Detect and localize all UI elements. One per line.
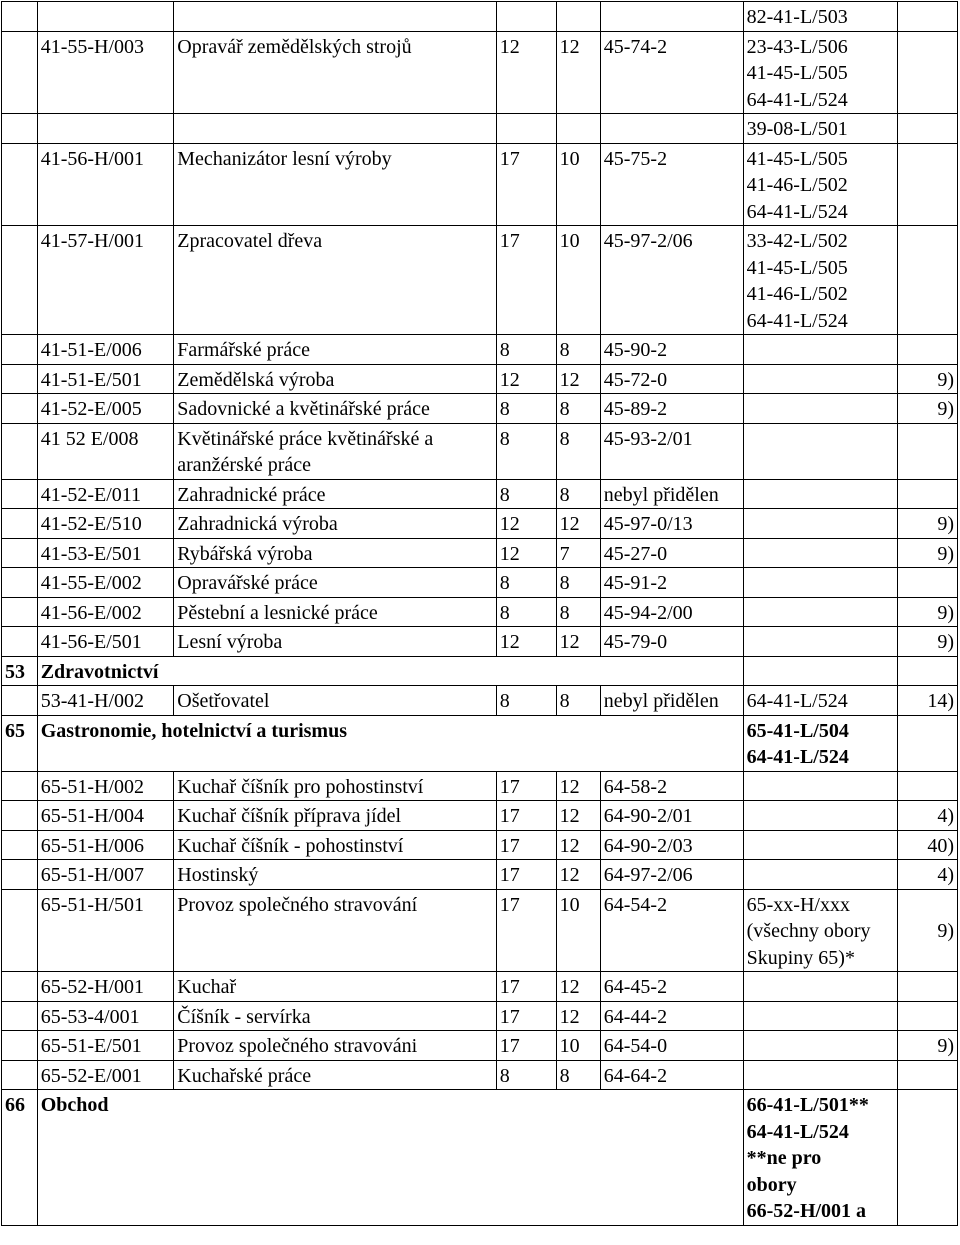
table-row: [2, 538, 958, 568]
related-fields-cell: [743, 686, 897, 716]
field-name: Rybářská výroba: [174, 538, 497, 568]
field-code: 65-51-H/006: [37, 830, 174, 860]
related-fields-cell: [743, 715, 897, 771]
related-fields-cell: [743, 538, 897, 568]
note-cell: [898, 2, 958, 32]
value-b: 8: [556, 568, 600, 598]
value-a: 8: [496, 1060, 556, 1090]
table-row: [2, 2, 958, 32]
field-name: Provoz společného stravování: [174, 889, 497, 972]
value-b: 12: [556, 860, 600, 890]
kkov-code: 64-64-2: [600, 1060, 743, 1090]
value-b: 8: [556, 394, 600, 424]
value-a: 17: [496, 889, 556, 972]
field-code: 41-52-E/510: [37, 509, 174, 539]
table-row: [2, 394, 958, 424]
related-fields-cell: [743, 423, 897, 479]
kkov-code: 64-54-0: [600, 1031, 743, 1061]
field-code: 65-52-E/001: [37, 1060, 174, 1090]
field-code: 41-56-H/001: [37, 143, 174, 226]
related-field-code: 41-45-L/505: [746, 62, 848, 84]
note-cell: 9): [898, 538, 958, 568]
related-fields-cell: [743, 509, 897, 539]
group-number: [2, 509, 38, 539]
related-field-code: 41-45-L/505: [746, 147, 848, 170]
note-cell: 4): [898, 860, 958, 890]
note-cell: 14): [898, 686, 958, 716]
field-code: 65-51-H/007: [37, 860, 174, 890]
kkov-code: 45-74-2: [600, 31, 743, 114]
table-row: [2, 226, 958, 335]
related-field-code: **ne pro: [746, 1147, 822, 1169]
value-b: 12: [556, 31, 600, 114]
group-number: [2, 226, 38, 335]
group-number: [2, 335, 38, 365]
table-row: [2, 686, 958, 716]
field-code: 65-51-E/501: [37, 1031, 174, 1061]
note-cell: 9): [898, 509, 958, 539]
value-a: 8: [496, 686, 556, 716]
field-code: 41-52-E/011: [37, 479, 174, 509]
table-row: [2, 771, 958, 801]
group-title: Gastronomie, hotelnictví a turismus: [37, 715, 743, 771]
group-number: [2, 143, 38, 226]
related-fields-cell: [743, 801, 897, 831]
kkov-code: 64-58-2: [600, 771, 743, 801]
field-name: Kuchař číšník pro pohostinství: [174, 771, 497, 801]
field-name: Ošetřovatel: [174, 686, 497, 716]
group-row: [2, 656, 958, 686]
value-b: 8: [556, 479, 600, 509]
related-fields-cell: [743, 364, 897, 394]
kkov-code: [600, 114, 743, 144]
kkov-code: 45-89-2: [600, 394, 743, 424]
note-cell: [898, 771, 958, 801]
related-field-code: 23-43-L/506: [746, 35, 848, 58]
kkov-code: 45-94-2/00: [600, 597, 743, 627]
field-name: Pěstební a lesnické práce: [174, 597, 497, 627]
kkov-code: 64-54-2: [600, 889, 743, 972]
group-number: [2, 801, 38, 831]
related-field-code: obory: [746, 1173, 797, 1196]
related-field-code: 66-52-H/001 a: [746, 1200, 867, 1222]
group-row: [2, 715, 958, 771]
field-code: 41-53-E/501: [37, 538, 174, 568]
related-field-code: 41-46-L/502: [746, 283, 848, 305]
note-cell: [898, 972, 958, 1002]
group-number: [2, 972, 38, 1002]
related-field-code: 65-41-L/504: [746, 719, 849, 742]
value-a: 12: [496, 364, 556, 394]
table-row: [2, 509, 958, 539]
related-fields-cell: [743, 114, 897, 144]
related-field-code: 39-08-L/501: [746, 118, 848, 140]
field-name: Farmářské práce: [174, 335, 497, 365]
value-a: 17: [496, 1001, 556, 1031]
table-row: [2, 1060, 958, 1090]
kkov-code: 64-44-2: [600, 1001, 743, 1031]
field-name: Zahradnické práce: [174, 479, 497, 509]
field-name: Hostinský: [174, 860, 497, 890]
value-b: 12: [556, 972, 600, 1002]
value-a: 17: [496, 143, 556, 226]
table-row: [2, 568, 958, 598]
note-cell: [898, 226, 958, 335]
field-name: Zpracovatel dřeva: [174, 226, 497, 335]
group-number: [2, 423, 38, 479]
value-a: 8: [496, 423, 556, 479]
field-code: 41-55-E/002: [37, 568, 174, 598]
related-fields-cell: [743, 479, 897, 509]
related-fields-cell: [743, 830, 897, 860]
value-b: 10: [556, 143, 600, 226]
value-b: 12: [556, 627, 600, 657]
group-number: [2, 889, 38, 972]
value-b: 8: [556, 597, 600, 627]
value-a: 17: [496, 771, 556, 801]
field-code: 65-51-H/004: [37, 801, 174, 831]
field-name: Kuchař: [174, 972, 497, 1002]
related-fields-cell: [743, 226, 897, 335]
group-number: [2, 538, 38, 568]
field-name: Kuchařské práce: [174, 1060, 497, 1090]
table-row: [2, 479, 958, 509]
field-code: 41 52 E/008: [37, 423, 174, 479]
related-fields-cell: [743, 656, 897, 686]
note-cell: 4): [898, 801, 958, 831]
group-number: [2, 771, 38, 801]
related-fields-cell: [743, 143, 897, 226]
field-name: [174, 114, 497, 144]
kkov-code: nebyl přidělen: [600, 686, 743, 716]
group-number: [2, 364, 38, 394]
related-field-code: 33-42-L/502: [746, 230, 848, 252]
value-a: 17: [496, 1031, 556, 1061]
field-name: Provoz společného stravováni: [174, 1031, 497, 1061]
group-number: [2, 394, 38, 424]
field-code: [37, 2, 174, 32]
group-number: [2, 114, 38, 144]
related-field-code: 66-41-L/501**: [746, 1094, 869, 1116]
kkov-code: 45-75-2: [600, 143, 743, 226]
group-row: [2, 1090, 958, 1226]
kkov-code: 45-91-2: [600, 568, 743, 598]
table-row: [2, 889, 958, 972]
related-fields-cell: [743, 1031, 897, 1061]
value-a: 8: [496, 394, 556, 424]
kkov-code: 45-27-0: [600, 538, 743, 568]
related-field-code: Skupiny 65)*: [746, 946, 855, 969]
related-fields-cell: [743, 1001, 897, 1031]
kkov-code: 45-93-2/01: [600, 423, 743, 479]
group-number: [2, 686, 38, 716]
value-a: 17: [496, 801, 556, 831]
value-b: 12: [556, 801, 600, 831]
field-code: 41-52-E/005: [37, 394, 174, 424]
kkov-code: 45-90-2: [600, 335, 743, 365]
note-cell: [898, 114, 958, 144]
value-b: 8: [556, 686, 600, 716]
value-b: 8: [556, 335, 600, 365]
group-number: [2, 1001, 38, 1031]
field-code: 41-51-E/006: [37, 335, 174, 365]
field-name: Květinářské práce květinářské a aranžérské práce: [174, 423, 497, 479]
field-code: 41-56-E/002: [37, 597, 174, 627]
group-number: [2, 568, 38, 598]
value-a: 17: [496, 226, 556, 335]
value-a: 12: [496, 627, 556, 657]
value-b: 10: [556, 1031, 600, 1061]
related-field-code: 41-45-L/505: [746, 256, 848, 279]
field-name: Kuchař číšník - pohostinství: [174, 830, 497, 860]
field-code: [37, 114, 174, 144]
related-field-code: 64-41-L/524: [746, 309, 848, 332]
value-a: 17: [496, 830, 556, 860]
value-b: [556, 2, 600, 32]
table-row: [2, 423, 958, 479]
kkov-code: 64-90-2/01: [600, 801, 743, 831]
related-fields-cell: [743, 889, 897, 972]
related-fields-cell: [743, 31, 897, 114]
related-fields-cell: [743, 568, 897, 598]
table-body: [2, 2, 958, 1226]
value-b: 12: [556, 830, 600, 860]
kkov-code: 45-79-0: [600, 627, 743, 657]
related-field-code: 64-41-L/524: [746, 88, 848, 111]
field-name: [174, 2, 497, 32]
value-b: [556, 114, 600, 144]
related-fields-cell: [743, 335, 897, 365]
field-code: 65-53-4/001: [37, 1001, 174, 1031]
related-fields-cell: [743, 627, 897, 657]
field-name: Kuchař číšník příprava jídel: [174, 801, 497, 831]
related-field-code: 64-41-L/524: [746, 746, 849, 768]
note-cell: 40): [898, 830, 958, 860]
note-cell: [898, 143, 958, 226]
field-name: Opravář zemědělských strojů: [174, 31, 497, 114]
value-a: 8: [496, 568, 556, 598]
group-number: [2, 1060, 38, 1090]
field-code: 65-51-H/501: [37, 889, 174, 972]
field-name: Číšník - servírka: [174, 1001, 497, 1031]
field-name: Sadovnické a květinářské práce: [174, 394, 497, 424]
related-field-code: 64-41-L/524: [746, 200, 848, 223]
note-cell: [898, 1090, 958, 1226]
table-row: [2, 364, 958, 394]
note-cell: [898, 1001, 958, 1031]
related-fields-cell: [743, 771, 897, 801]
table-row: [2, 143, 958, 226]
group-number: [2, 2, 38, 32]
value-a: 12: [496, 538, 556, 568]
field-name: Zahradnická výroba: [174, 509, 497, 539]
related-field-code: 82-41-L/503: [746, 6, 848, 28]
group-number: [2, 479, 38, 509]
group-number: [2, 597, 38, 627]
related-fields-cell: [743, 597, 897, 627]
kkov-code: nebyl přidělen: [600, 479, 743, 509]
group-number: [2, 31, 38, 114]
group-number: 65: [2, 715, 38, 771]
note-cell: 9): [898, 1031, 958, 1061]
field-code: 41-55-H/003: [37, 31, 174, 114]
note-cell: 9): [898, 889, 958, 972]
related-field-code: 64-41-L/524: [746, 1120, 849, 1143]
note-cell: 9): [898, 627, 958, 657]
table-row: [2, 1001, 958, 1031]
table-row: [2, 627, 958, 657]
value-a: 12: [496, 509, 556, 539]
value-a: 8: [496, 479, 556, 509]
table-row: [2, 972, 958, 1002]
value-b: 7: [556, 538, 600, 568]
value-a: 17: [496, 860, 556, 890]
table-row: [2, 335, 958, 365]
related-fields-cell: [743, 972, 897, 1002]
note-cell: [898, 479, 958, 509]
value-b: 12: [556, 364, 600, 394]
value-b: 8: [556, 1060, 600, 1090]
related-fields-cell: [743, 394, 897, 424]
value-b: 10: [556, 226, 600, 335]
kkov-code: 64-45-2: [600, 972, 743, 1002]
field-code: 65-52-H/001: [37, 972, 174, 1002]
note-cell: [898, 568, 958, 598]
field-name: Zemědělská výroba: [174, 364, 497, 394]
related-fields-cell: [743, 1060, 897, 1090]
kkov-code: 64-97-2/06: [600, 860, 743, 890]
group-number: [2, 830, 38, 860]
group-title: Obchod: [37, 1090, 743, 1226]
note-cell: 9): [898, 597, 958, 627]
fields-of-study-table: [1, 1, 958, 1226]
field-code: 41-57-H/001: [37, 226, 174, 335]
note-cell: 9): [898, 394, 958, 424]
table-row: [2, 801, 958, 831]
related-fields-cell: [743, 860, 897, 890]
note-cell: [898, 1060, 958, 1090]
field-code: 41-56-E/501: [37, 627, 174, 657]
field-name: Mechanizátor lesní výroby: [174, 143, 497, 226]
related-field-code: 64-41-L/524: [746, 690, 848, 712]
related-field-code: 65-xx-H/xxx: [746, 893, 850, 916]
table-row: [2, 597, 958, 627]
field-name: Opravářské práce: [174, 568, 497, 598]
table-row: [2, 860, 958, 890]
group-title: Zdravotnictví: [37, 656, 743, 686]
table-row: [2, 114, 958, 144]
value-b: 8: [556, 423, 600, 479]
related-field-code: (všechny obory: [746, 920, 871, 942]
group-number: [2, 627, 38, 657]
value-b: 10: [556, 889, 600, 972]
value-b: 12: [556, 1001, 600, 1031]
field-code: 41-51-E/501: [37, 364, 174, 394]
group-number: 53: [2, 656, 38, 686]
note-cell: [898, 656, 958, 686]
value-a: 8: [496, 597, 556, 627]
related-fields-cell: [743, 2, 897, 32]
note-cell: [898, 31, 958, 114]
kkov-code: [600, 2, 743, 32]
group-number: [2, 1031, 38, 1061]
note-cell: [898, 423, 958, 479]
field-code: 53-41-H/002: [37, 686, 174, 716]
value-a: 12: [496, 31, 556, 114]
group-number: [2, 860, 38, 890]
value-a: 8: [496, 335, 556, 365]
table-row: [2, 31, 958, 114]
table-row: [2, 1031, 958, 1061]
field-code: 65-51-H/002: [37, 771, 174, 801]
kkov-code: 64-90-2/03: [600, 830, 743, 860]
related-field-code: 41-46-L/502: [746, 174, 848, 196]
note-cell: [898, 335, 958, 365]
note-cell: 9): [898, 364, 958, 394]
value-a: [496, 114, 556, 144]
field-name: Lesní výroba: [174, 627, 497, 657]
note-cell: [898, 715, 958, 771]
value-b: 12: [556, 771, 600, 801]
value-a: [496, 2, 556, 32]
value-a: 17: [496, 972, 556, 1002]
table-row: [2, 830, 958, 860]
kkov-code: 45-97-2/06: [600, 226, 743, 335]
related-fields-cell: [743, 1090, 897, 1226]
value-b: 12: [556, 509, 600, 539]
kkov-code: 45-72-0: [600, 364, 743, 394]
kkov-code: 45-97-0/13: [600, 509, 743, 539]
group-number: 66: [2, 1090, 38, 1226]
